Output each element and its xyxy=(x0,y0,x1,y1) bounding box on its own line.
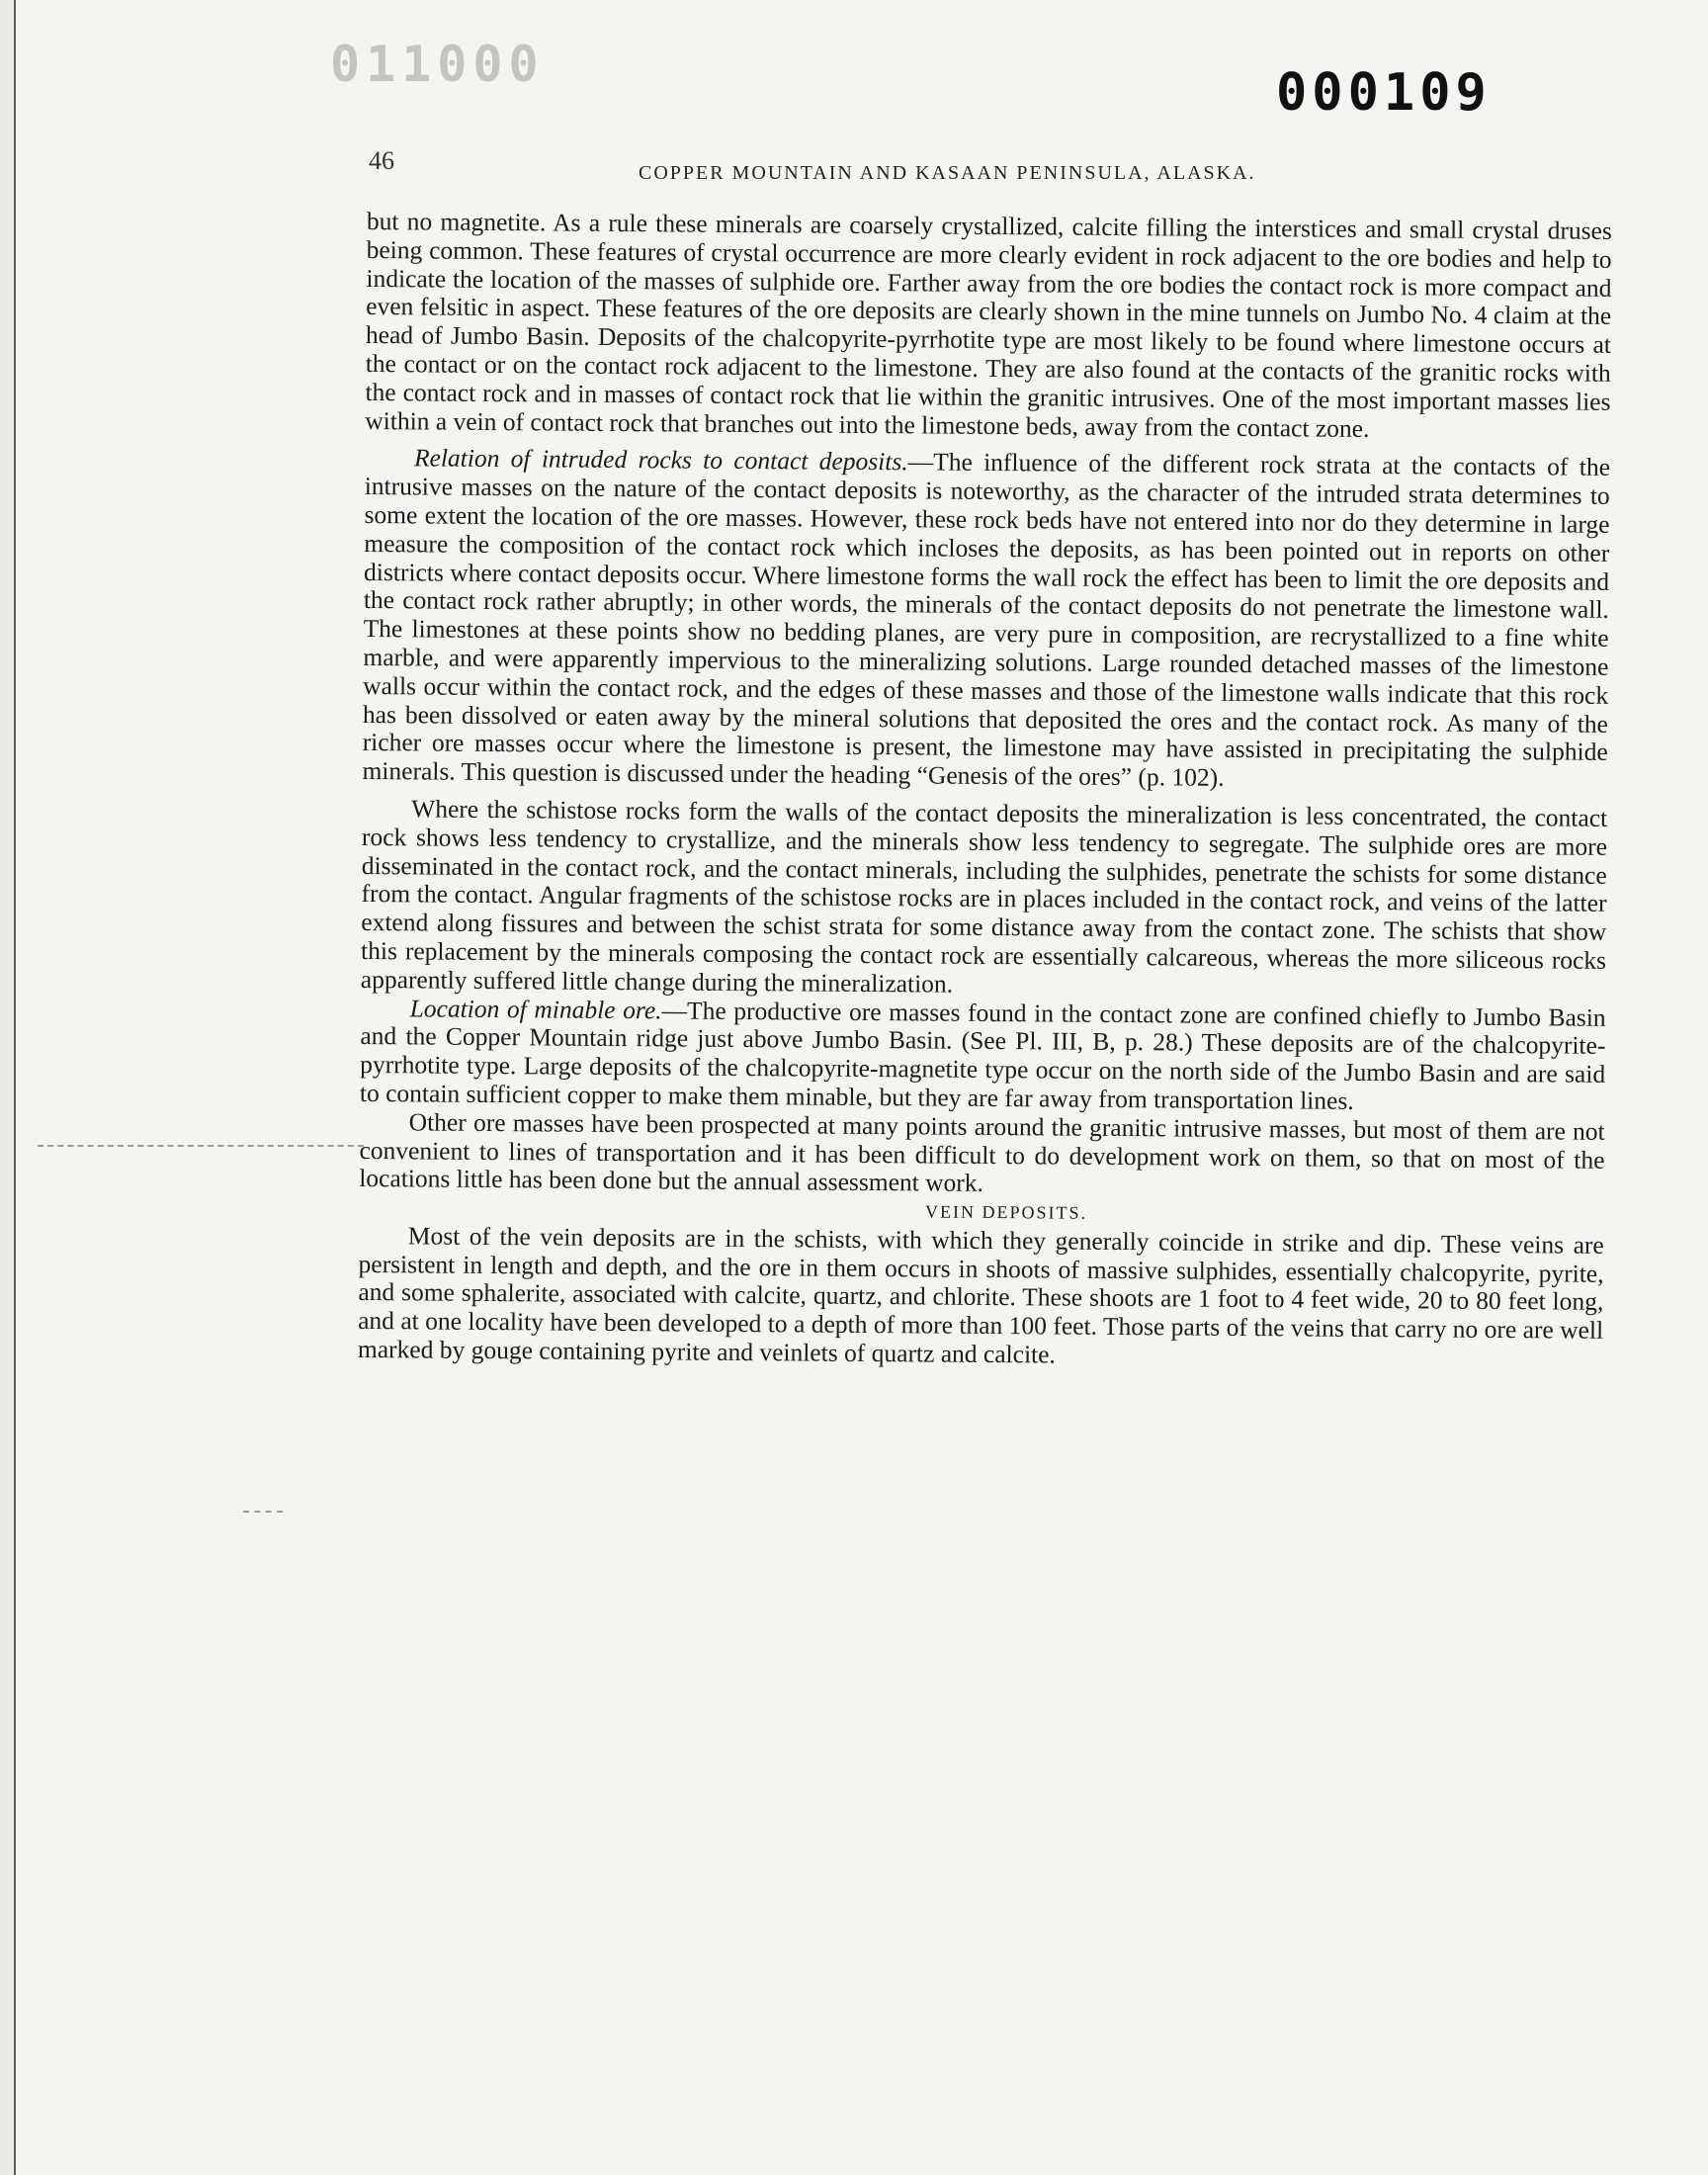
scanned-page xyxy=(14,0,1708,2175)
paragraph-2-text: —The influence of the different rock strata at the contacts of the intrusive masses on the nature of the contact deposits is noteworthy, as the character of the intruded strata determines to some extent the location of the ore masses. However, these rock beds have not entered into nor do they determine in large measure the composition of the contact rock which incloses the deposits, as has been pointed out in reports on other districts where contact deposits occur. Where limestone forms the wall rock the effect has been to limit the ore deposits and the contact rock rather abruptly; in other words, the minerals of the contact deposits do not penetrate the limestone wall. The limestones at these points show no bedding planes, are very pure in composition, are recrystallized to a fine white marble, and were apparently impervious to the mineralizing solutions. Large rounded detached masses of the limestone walls occur within the contact rock, and the edges of these masses and those of the limestone walls indicate that this rock has been dissolved or eaten away by the mineral solutions that deposited the ores and the contact rock. As many of the richer ore masses occur where the limestone is present, the limestone may have assisted in precipitating the sulphide minerals. This question is discussed under the heading “Genesis of the ores” (p. 102). xyxy=(362,447,1611,792)
paragraph-5: Other ore masses have been prospected at many points around the granitic intrusive masses, but most of them are not convenient to lines of transportation and it has been difficult to do development work on them, so that on most of the locations little has been done but the annual assessment work. xyxy=(359,1107,1605,1198)
document-stamp-number: 000109 xyxy=(1276,63,1492,123)
faded-stamp-number: 011000 xyxy=(330,36,545,93)
body-text xyxy=(358,208,1612,1374)
scan-artifact-line xyxy=(38,1145,364,1147)
scan-artifact-line xyxy=(243,1511,283,1513)
paragraph-4-text: —The productive ore masses found in the contact zone are confined chiefly to Jumbo Basin and the Copper Mountain ridge just above Jumbo Basin. (See Pl. III, B, p. 28.) These deposits are of the chalcopyrite-pyrrhotite type. Large deposits of the chalcopyrite-magnetite type occur on the north side of the Jumbo Basin and are said to contain sufficient copper to make them minable, but they are far away from transportation lines. xyxy=(359,995,1606,1115)
running-head: COPPER MOUNTAIN AND KASAAN PENINSULA, ALASKA. xyxy=(639,162,1256,184)
page-number: 46 xyxy=(369,146,394,175)
paragraph-6: Most of the vein deposits are in the schists, with which they generally coincide in strike and dip. These veins are persistent in length and depth, and the ore in them occurs in shoots of massive sulphides, essentially chalcopyrite, pyrite, and some sphalerite, associated with calcite, quartz, and chlorite. These shoots are 1 foot to 4 feet wide, 20 to 80 feet long, and at one locality have been developed to a depth of more than 100 feet. Those parts of the veins that carry no ore are well marked by gouge containing pyrite and veinlets of quartz and calcite. xyxy=(357,1221,1604,1369)
section-heading: VEIN DEPOSITS. xyxy=(924,1201,1088,1223)
paragraph-1: but no magnetite. As a rule these minerals are coarsely crystallized, calcite filling the interstices and small crystal druses being common. These features of crystal occurrence are more clearly evident in rock adjacent to the ore bodies and help to indicate the location of the masses of sulphide ore. Farther away from the ore bodies the contact rock is more compact and even felsitic in aspect. These features of the ore deposits are clearly shown in the mine tunnels on Jumbo No. 4 claim at the head of Jumbo Basin. Deposits of the chalcopyrite-pyrrhotite type are most likely to be found where limestone occurs at the contact or on the contact rock adjacent to the limestone. They are also found at the contacts of the granitic rocks with the contact rock and in masses of contact rock that lie within the granitic intrusives. One of the most important masses lies within a vein of contact rock that branches out into the limestone beds, away from the contact zone. xyxy=(365,207,1612,443)
paragraph-4 xyxy=(360,994,1606,1117)
paragraph-4-title: Location of minable ore. xyxy=(409,993,662,1024)
paragraph-3: Where the schistose rocks form the walls of the contact deposits the mineralization is less concentrated, the contact rock shows less tendency to crystallize, and the minerals show less tendency to segregate. The sulphide ores are more disseminated in the contact rock, and the contact minerals, including the sulphides, penetrate the schists for some distance from the contact. Angular fragments of the schistose rocks are in places included in the contact rock, and veins of the latter extend along fissures and between the schist strata for some distance away from the contact zone. The schists that show this replacement by the minerals composing the contact rock are essentially calcareous, whereas the more siliceous rocks apparently suffered little change during the mineralization. xyxy=(360,794,1608,999)
paragraph-2-title: Relation of intruded rocks to contact deposits. xyxy=(413,443,908,477)
paragraph-2 xyxy=(362,444,1610,795)
